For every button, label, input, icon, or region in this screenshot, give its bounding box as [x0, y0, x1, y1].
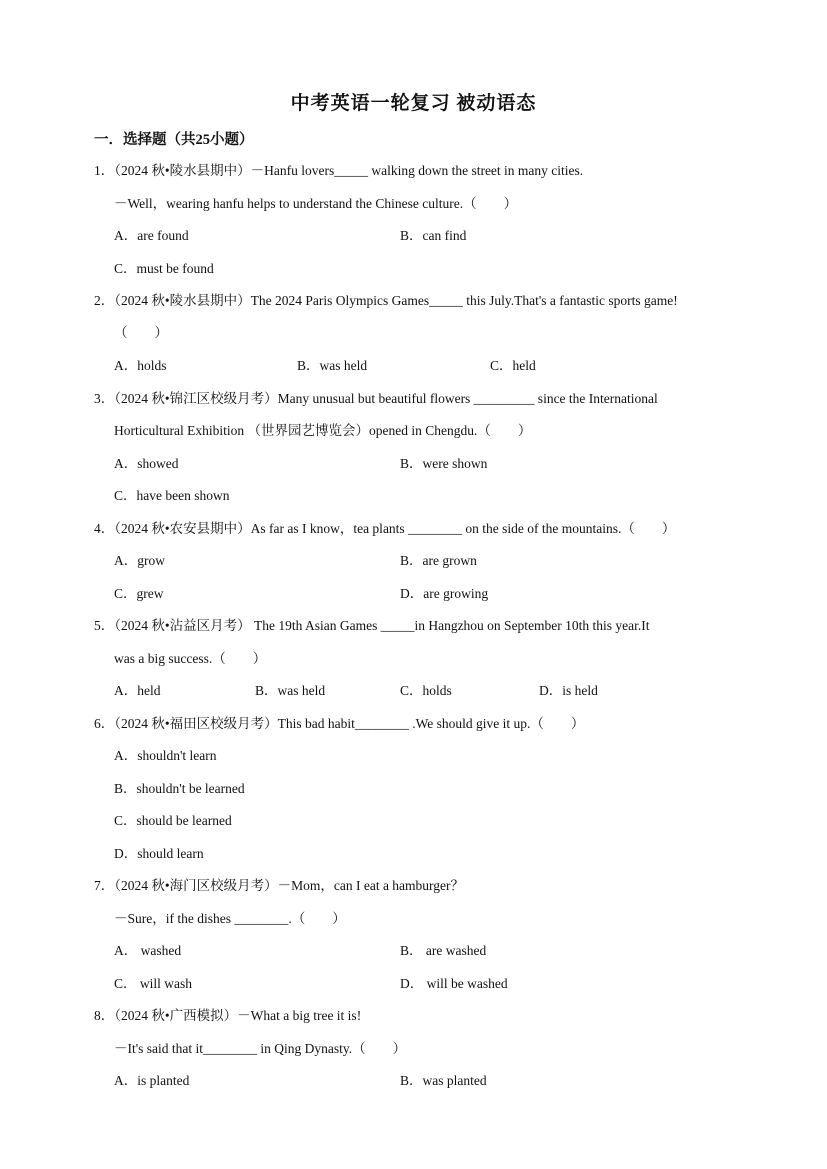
question-3-stem-line2: Horticultural Exhibition （世界园艺博览会）opened in Chengdu.（ ）	[114, 423, 532, 438]
question-3-option-a: A．showed	[114, 456, 179, 471]
question-4-option-a: A．grow	[114, 553, 165, 568]
question-1-option-c: C．must be found	[114, 261, 214, 276]
question-5-option-b: B．was held	[255, 683, 326, 698]
question-6-option-c: C．should be learned	[114, 813, 232, 828]
question-6-stem: 6．（2024 秋•福田区校级月考）This bad habit________ .We should give it up.（ ）	[94, 716, 585, 731]
question-3-stem: 3．（2024 秋•锦江区校级月考）Many unusual but beautiful flowers _________ since the International	[94, 391, 658, 406]
question-8-option-a: A．is planted	[114, 1073, 190, 1088]
document-title: 中考英语一轮复习 被动语态	[290, 93, 537, 114]
question-6-option-a: A．shouldn't learn	[114, 748, 217, 763]
question-2-stem: 2．（2024 秋•陵水县期中）The 2024 Paris Olympics Games_____ this July.That's a fantastic sports game!	[94, 293, 678, 308]
question-5-stem: 5．（2024 秋•沾益区月考） The 19th Asian Games _____in Hangzhou on September 10th this year.It	[94, 618, 650, 633]
question-7-option-c: C． will wash	[114, 976, 193, 991]
question-6-option-d: D．should learn	[114, 846, 204, 861]
question-1-stem: 1．（2024 秋•陵水县期中）－Hanfu lovers_____ walking down the street in many cities.	[94, 163, 584, 178]
question-1-stem-line2: －Well，wearing hanfu helps to understand the Chinese culture.（ ）	[114, 196, 518, 211]
question-5-option-a: A．held	[114, 683, 161, 698]
question-7-stem-line2: －Sure，if the dishes ________.（ ）	[114, 911, 346, 926]
question-6-option-b: B．shouldn't be learned	[114, 781, 245, 796]
question-1-option-b: B．can find	[400, 228, 467, 243]
question-2-option-c: C．held	[490, 358, 536, 373]
question-8-option-b: B．was planted	[400, 1073, 487, 1088]
question-5-option-d: D．is held	[539, 683, 598, 698]
question-3-option-c: C．have been shown	[114, 488, 230, 503]
question-4-option-c: C．grew	[114, 586, 164, 601]
question-7-option-b: B． are washed	[400, 943, 487, 958]
question-7-option-d: D． will be washed	[400, 976, 508, 991]
question-4-option-d: D．are growing	[400, 586, 489, 601]
question-3-option-b: B．were shown	[400, 456, 488, 471]
question-7-option-a: A． washed	[114, 943, 182, 958]
question-4-option-b: B．are grown	[400, 553, 477, 568]
question-5-stem-line2: was a big success.（ ）	[114, 651, 267, 666]
question-2-option-b: B．was held	[297, 358, 368, 373]
question-7-stem: 7．（2024 秋•海门区校级月考）－Mom，can I eat a hamburger？	[94, 878, 465, 893]
question-5-option-c: C．holds	[400, 683, 452, 698]
question-8-stem: 8．（2024 秋•广西模拟）－What a big tree it is!	[94, 1008, 362, 1023]
question-4-stem: 4．（2024 秋•农安县期中）As far as I know，tea plants ________ on the side of the mountains.（ ）	[94, 521, 676, 536]
section-heading: 一．选择题（共25小题）	[94, 132, 254, 148]
question-1-option-a: A．are found	[114, 228, 189, 243]
question-2-option-a: A．holds	[114, 358, 167, 373]
question-2-stem-line2: （ ）	[114, 325, 168, 340]
question-8-stem-line2: －It's said that it________ in Qing Dynasty.（ ）	[114, 1041, 407, 1056]
